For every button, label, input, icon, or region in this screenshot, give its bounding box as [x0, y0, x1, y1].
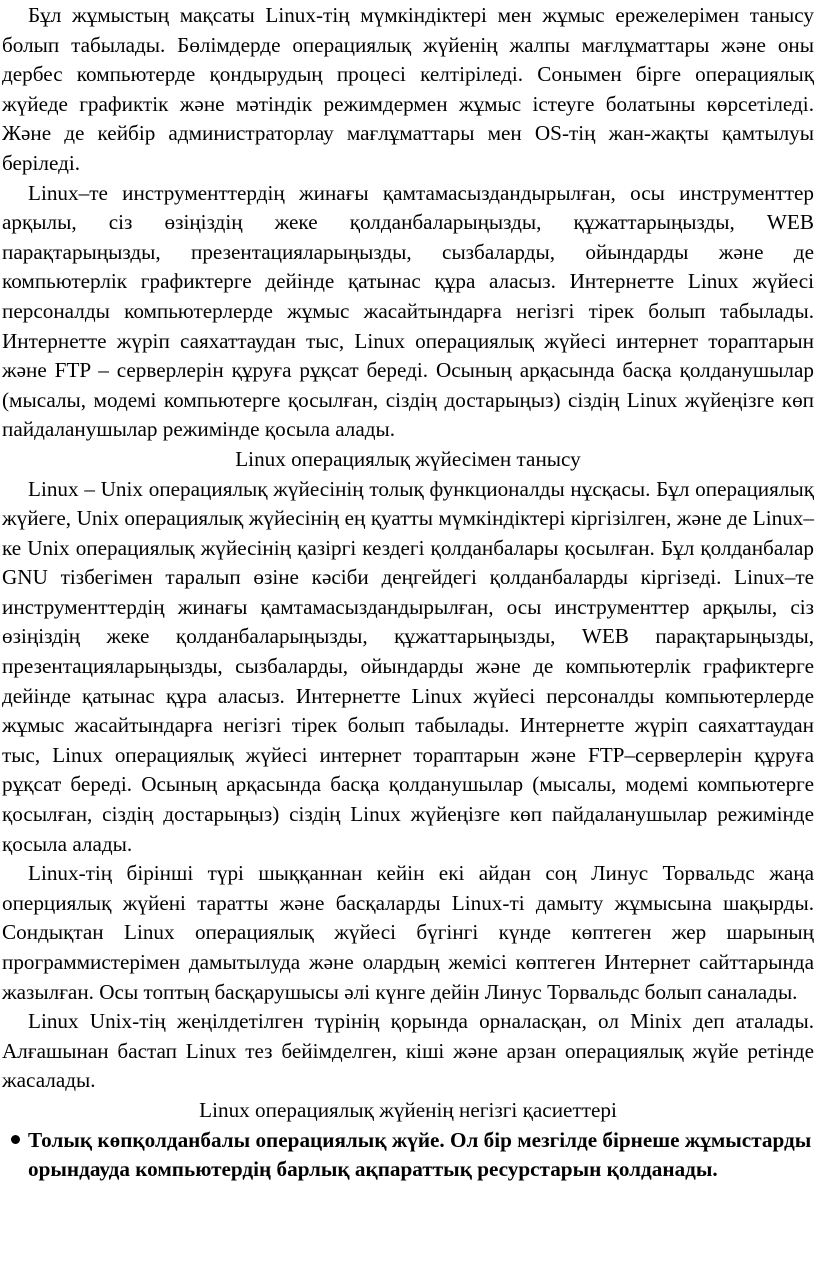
section-heading-intro: Linux операциялық жүйесімен танысу [235, 446, 581, 471]
bullet-text: Толық көпқолданбалы операциялық жүйе. Ол бір мезгілде бірнеше жұмыстарды орындауда компьютердің барлық ақпараттық ресурстарын қолданады. [28, 1127, 812, 1182]
bullet-icon [2, 1126, 28, 1156]
paragraph-intro: Бұл жұмыстың мақсаты Linux-тің мүмкіндіктері мен жұмыс ережелерімен танысу болып табылады. Бөлімдерде операциялық жүйенің жалпы мағлұматтары және оны дербес компьютерде қондырудың процесі келтіріледі. Сонымен бірге операциялық жүйеде графиктік және мәтіндік режимдермен жұмыс істеуге болатыны көрсетіледі. Және де кейбір администраторлау мағлұматтары мен OS-тің жан-жақты қамтылуы беріледі. [2, 3, 814, 175]
bullet-item [2, 1126, 814, 1185]
paragraph-minix: Linux Unix-тің жеңілдетілген түрінің қорында орналасқан, ол Minix деп аталады. Алғашынан бастап Linux тез бейімделген, кіші және арзан операциялық жүйе ретінде жасалады. [2, 1009, 814, 1093]
paragraph-tools: Linux–те инструменттердің жинағы қамтамасыздандырылған, осы инструменттер арқылы, сіз өзіңіздің жеке қолданбаларыңызды, құжаттарыңызды, WEB парақтарыңызды, презентацияларыңызды, сызбаларды, ойындарды және де компьютерлік графиктерге дейінде қатынас құра аласыз. Интернетте Linux жүйесі персоналды компьютерлерде жұмыс жасайтындарға негізгі тірек болып табылады. Интернетте жүріп саяхаттаудан тыс, Linux операциялық жүйесі интернет тораптарын және FTP – серверлерін құруға рұқсат береді. Осының арқасында басқа қолданушылар (мысалы, модемі компьютерге қосылған, сіздің достарыңыз) сіздің Linux жүйеңізге көп пайдаланушылар режимінде қосыла алады. [2, 180, 814, 442]
paragraph-linux-unix: Linux – Unix операциялық жүйесінің толық функционалды нұсқасы. Бұл операциялық жүйеге, Unix операциялық жүйесінің ең қуатты мүмкіндіктері кіргізілген, және де Linux–ке Unix операциялық жүйесінің қазіргі кездегі қолданбалары қосылған. Бұл қолданбалар GNU тізбегімен таралып өзіне кәсіби деңгейдегі қолданбаларды кіргізеді. Linux–те инструменттердің жинағы қамтамасыздандырылған, осы инструменттер арқылы, сіз өзіңіздің жеке қолданбаларыңызды, құжаттарыңызды, WEB парақтарыңызды, презентацияларыңызды, сызбаларды, ойындарды және де компьютерлік графиктерге дейінде қатынас құра аласыз. Интернетте Linux жүйесі персоналды компьютерлерде жұмыс жасайтындарға негізгі тірек болып табылады. Интернетте жүріп саяхаттаудан тыс, Linux операциялық жүйесі интернет тораптарын және FTP–серверлерін құруға рұқсат береді. Осының арқасында басқа қолданушылар (мысалы, модемі компьютерге қосылған, сіздің достарыңыз) сіздің Linux жүйеңізге көп пайдаланушылар режимінде қосыла алады. [2, 476, 814, 856]
section-heading-properties: Linux операциялық жүйенің негізгі қасиеттері [199, 1097, 617, 1122]
paragraph-torvalds: Linux-тің бірінші түрі шыққаннан кейін екі айдан соң Линус Торвальдс жаңа оперциялық жүйені таратты және басқаларды Linux-ті дамыту жұмысына шақырды. Сондықтан Linux операциялық жүйесі бүгінгі күнде көптеген жер шарының программистерімен дамытылуда және олардың жемісі көптеген Интернет сайттарында жазылған. Осы топтың басқарушысы әлі күнге дейін Линус Торвальдс болып саналады. [2, 861, 814, 1004]
